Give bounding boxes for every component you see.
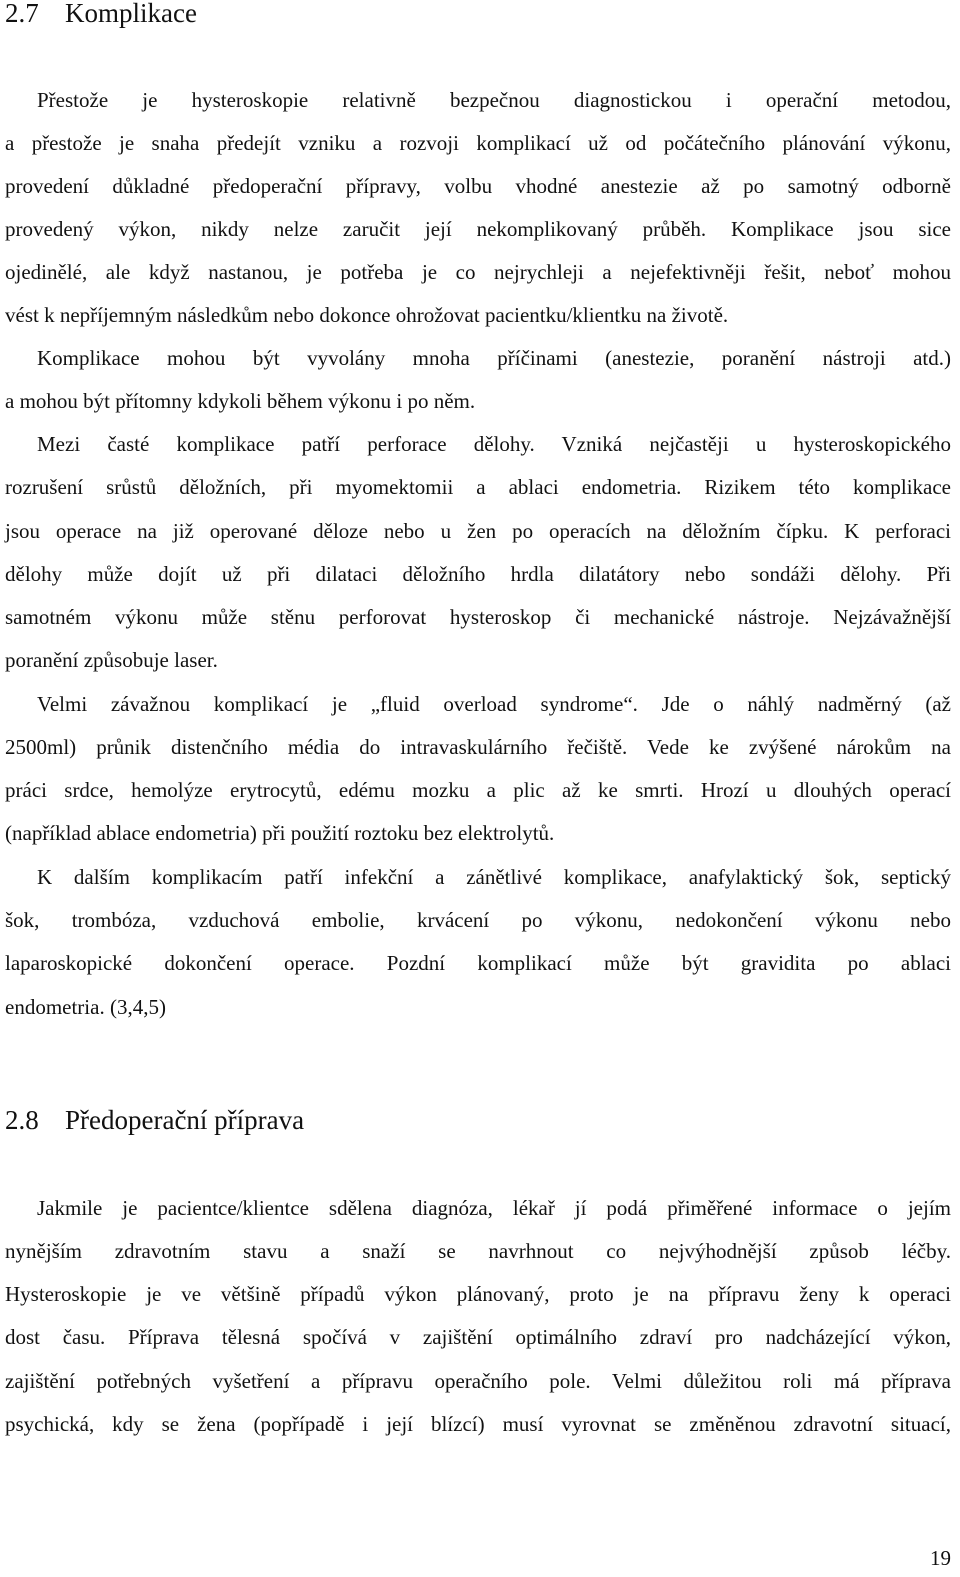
paragraph-line: Velmi závažnou komplikací je „fluid overload syndrome“. Jde o náhlý nadměrný (až: [37, 692, 951, 716]
paragraph-line: samotném výkonu může stěnu perforovat hysteroskop či mechanické nástroje. Nejzávažnější: [5, 605, 951, 629]
section-heading-predoperacni-priprava: [5, 1105, 304, 1135]
paragraph-line: Mezi časté komplikace patří perforace dělohy. Vzniká nejčastěji u hysteroskopického: [37, 432, 951, 456]
paragraph-line: K dalším komplikacím patří infekční a zánětlivé komplikace, anafylaktický šok, septický: [37, 865, 951, 889]
section-title: Předoperační příprava: [65, 1105, 305, 1135]
paragraph-line: psychická, kdy se žena (popřípadě i její blízcí) musí vyrovnat se změněnou zdravotní situací,: [5, 1412, 951, 1436]
section-number: 2.8: [5, 1105, 39, 1135]
paragraph-line: ojedinělé, ale když nastanou, je potřeba je co nejrychleji a nejefektivněji řešit, neboť mohou: [5, 260, 951, 284]
section-heading-komplikace: [5, 0, 197, 28]
paragraph-line: endometria. (3,4,5): [5, 995, 166, 1019]
paragraph-line: rozrušení srůstů děložních, při myomektomii a ablaci endometria. Rizikem této komplikace: [5, 475, 951, 499]
paragraph-line: Přestože je hysteroskopie relativně bezpečnou diagnostickou i operační metodou,: [37, 88, 951, 112]
paragraph-line: provedení důkladné předoperační přípravy, volbu vhodné anestezie až po samotný odborně: [5, 174, 951, 198]
paragraph-line: a přestože je snaha předejít vzniku a rozvoji komplikací už od počátečního plánování výkonu,: [5, 131, 951, 155]
paragraph-line: zajištění potřebných vyšetření a přípravu operačního pole. Velmi důležitou roli má příprava: [5, 1369, 951, 1393]
section-number: 2.7: [5, 0, 39, 28]
paragraph-line: práci srdce, hemolýze erytrocytů, edému mozku a plic až ke smrti. Hrozí u dlouhých operací: [5, 778, 951, 802]
paragraph-line: poranění způsobuje laser.: [5, 648, 218, 672]
paragraph-line: Hysteroskopie je ve většině případů výkon plánovaný, proto je na přípravu ženy k operaci: [5, 1282, 951, 1306]
paragraph-line: 2500ml) průnik distenčního média do intravaskulárního řečiště. Vede ke zvýšené nárokům na: [5, 735, 951, 759]
page-number: 19: [930, 1546, 951, 1570]
paragraph-line: šok, trombóza, vzduchová embolie, krvácení po výkonu, nedokončení výkonu nebo: [5, 908, 951, 932]
paragraph-line: laparoskopické dokončení operace. Pozdní komplikací může být gravidita po ablaci: [5, 951, 951, 975]
paragraph-line: nynějším zdravotním stavu a snaží se navrhnout co nejvýhodnější způsob léčby.: [5, 1239, 951, 1263]
paragraph-line: Komplikace mohou být vyvolány mnoha příčinami (anestezie, poranění nástroji atd.): [37, 346, 951, 370]
paragraph-line: vést k nepříjemným následkům nebo dokonce ohrožovat pacientku/klientku na životě.: [5, 303, 729, 327]
paragraph-line: a mohou být přítomny kdykoli během výkonu i po něm.: [5, 389, 476, 413]
paragraph-line: dělohy může dojít už při dilataci děložního hrdla dilatátory nebo sondáži dělohy. Při: [5, 562, 951, 586]
paragraph-line: jsou operace na již operované děloze nebo u žen po operacích na děložním čípku. K perforaci: [5, 519, 951, 543]
paragraph-line: dost času. Příprava tělesná spočívá v zajištění optimálního zdraví pro nadcházející výkon,: [5, 1325, 951, 1349]
paragraph-line: Jakmile je pacientce/klientce sdělena diagnóza, lékař jí podá přiměřené informace o jejím: [37, 1196, 951, 1220]
section-title: Komplikace: [65, 0, 197, 28]
paragraph-line: provedený výkon, nikdy nelze zaručit její nekomplikovaný průběh. Komplikace jsou sice: [5, 217, 951, 241]
paragraph-line: (například ablace endometria) při použití roztoku bez elektrolytů.: [5, 821, 555, 845]
